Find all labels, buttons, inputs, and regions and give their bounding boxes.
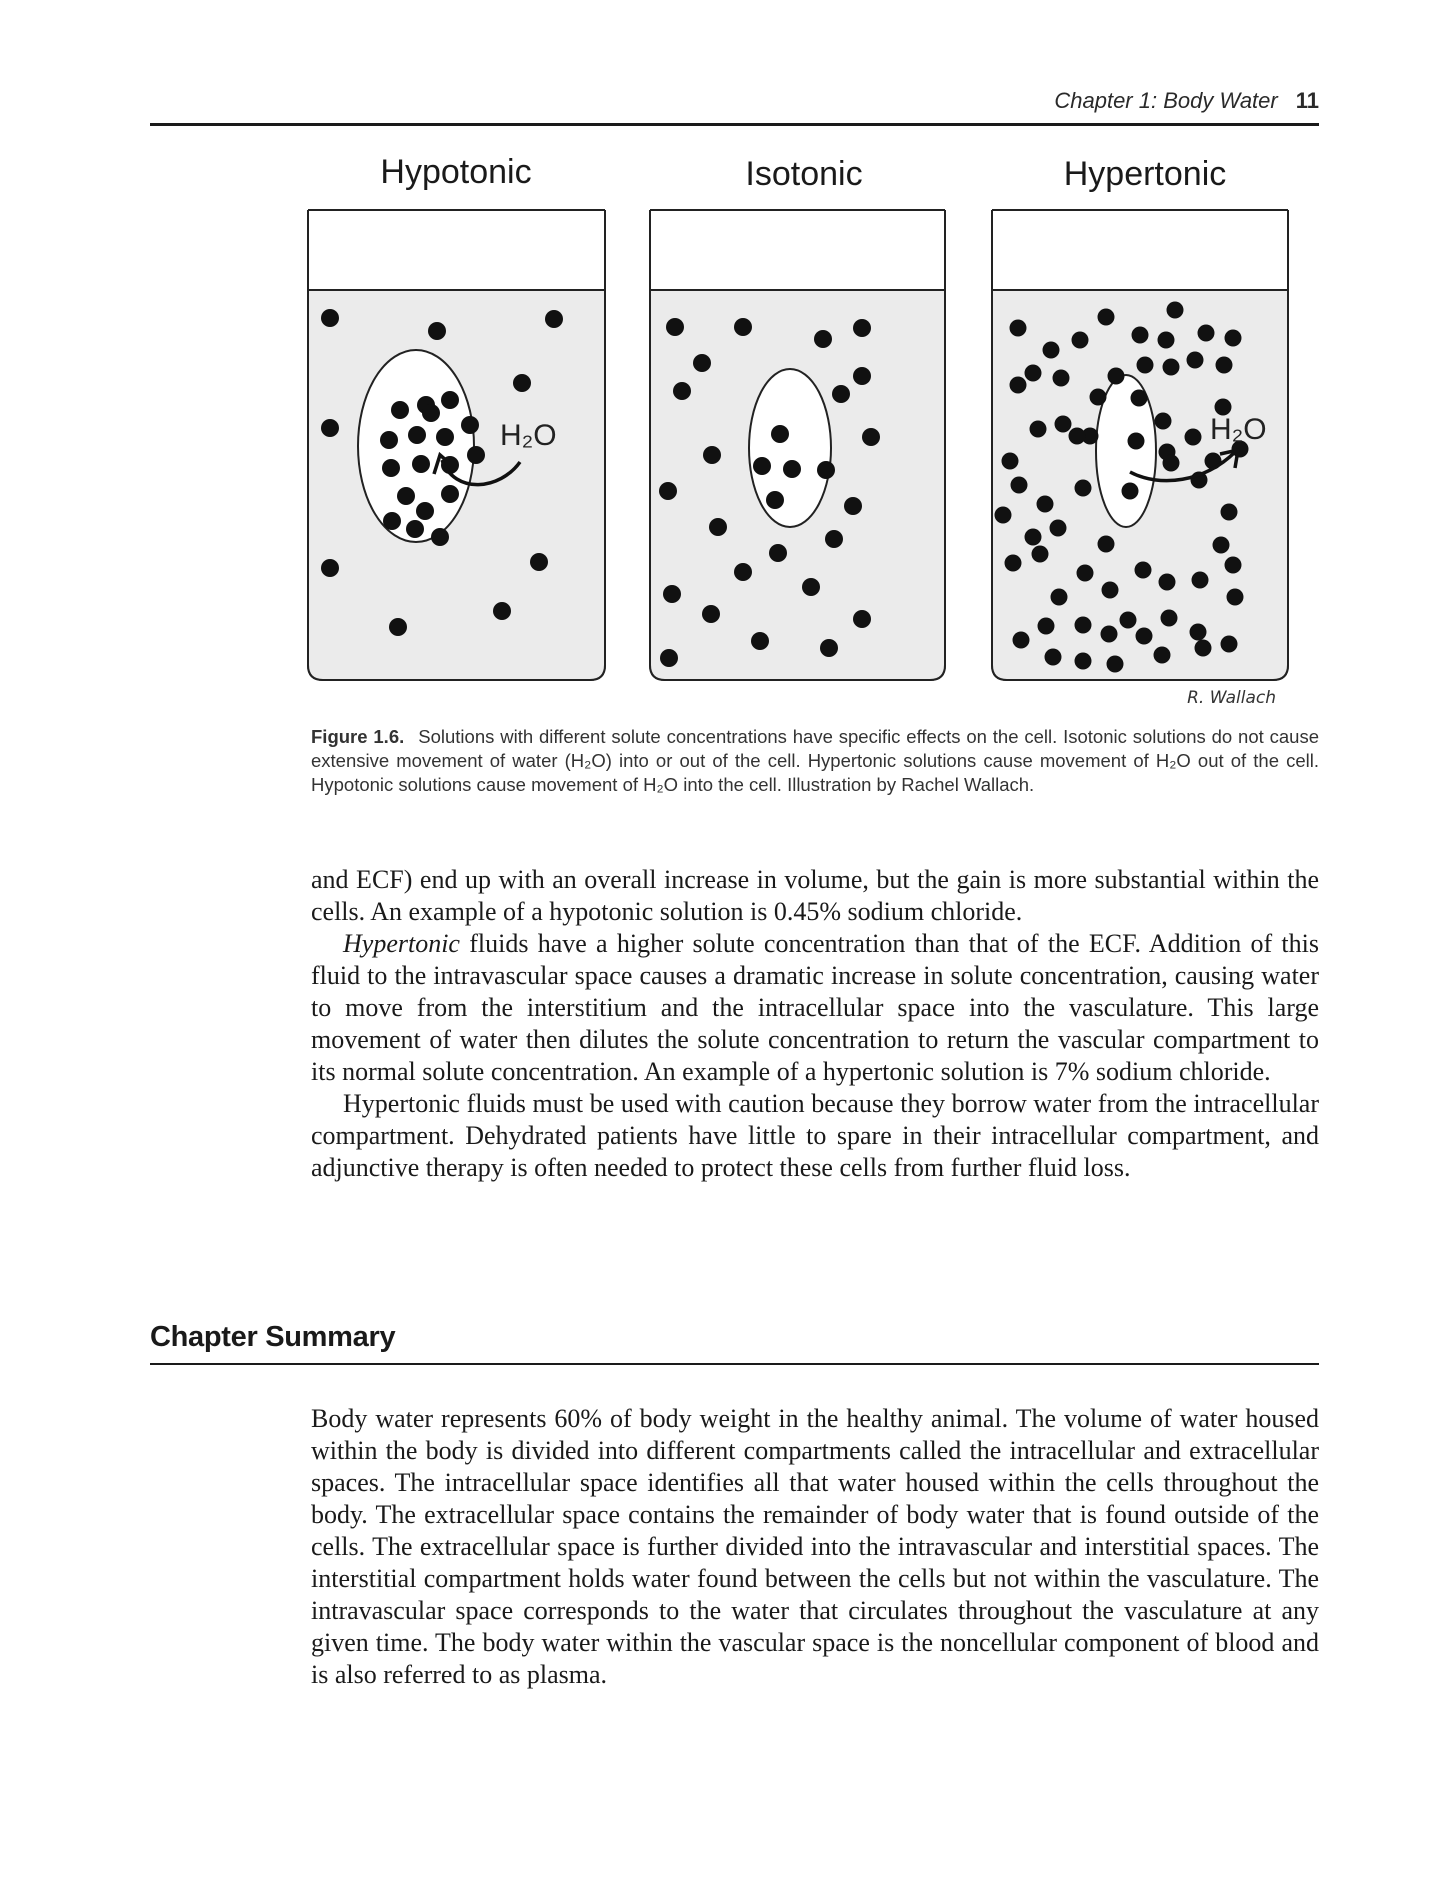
running-head [1054,88,1319,114]
solute-particle [1010,320,1027,337]
solute-particle [734,563,752,581]
solute-particle [513,374,531,392]
solute-particle [1161,610,1178,627]
solute-particle [1221,504,1238,521]
solute-particle [1098,309,1115,326]
solute-particle [1128,433,1145,450]
solute-particle [673,382,691,400]
summary-paragraph: Body water represents 60% of body weight in the healthy animal. The volume of water housed within the body is divided into different compartments called the intracellular and extracellular spaces. The intracellular space identifies all that water housed within the cells throughout the body. The extracellular space contains the remainder of body water that is found outside of the cells. The extracellular space is further divided into the intravascular and interstitial spaces. The interstitial compartment holds water found between the cells but not within the vasculature. The intravascular space corresponds to the water that circulates throughout the vasculature at any given time. The body water within the vascular space is the noncellular component of blood and is also referred to as plasma. [311,1404,1319,1689]
solute-particle [1045,649,1062,666]
solute-particle [853,367,871,385]
solute-particle [753,457,771,475]
paragraph-hypertonic-text: fluids have a higher solute concentration than that of the ECF. Addition of this fluid to the intravascular space causes a dramatic increase in solute concentration, causing water to move from the interstitium and the intracellular space into the vasculature. This large movement of water then dilutes the solute concentration to return the vascular compartment to its normal solute concentration. An example of a hypertonic solution is 7% sodium chloride. [311,929,1319,1086]
solute-particle [467,446,485,464]
solute-particle [702,605,720,623]
solute-particle [1101,626,1118,643]
solute-particle [1098,536,1115,553]
panel-title-hypertonic: Hypertonic [1063,155,1227,193]
solute-particle [844,497,862,515]
solute-particle [802,578,820,596]
solute-particle [389,618,407,636]
solute-particle [766,491,784,509]
solute-particle [1043,342,1060,359]
solute-particle [1013,632,1030,649]
solute-particle [1167,302,1184,319]
solute-particle [380,431,398,449]
solute-particle [1198,325,1215,342]
solute-particle [1025,529,1042,546]
solute-particle [436,428,454,446]
solute-particle [1120,612,1137,629]
solute-particle [1132,327,1149,344]
solute-particle [751,632,769,650]
paragraph-caution: Hypertonic fluids must be used with caution because they borrow water from the intracellular compartment. Dehydrated patients have little to spare in their intracellular compartment, and adjunctive therapy is often needed to protect these cells from further fluid loss. [311,1089,1319,1182]
beaker-hypotonic [308,210,605,680]
solute-particle [1137,357,1154,374]
solute-particle [321,309,339,327]
solute-particle [1122,483,1139,500]
solute-particle [530,553,548,571]
solute-particle [1010,377,1027,394]
solute-particle [832,385,850,403]
tonicity-illustration [300,150,1320,710]
solute-particle [1192,572,1209,589]
solute-particle [666,318,684,336]
solute-particle [862,428,880,446]
figure-label: Figure 1.6. [311,726,405,747]
header-rule [150,123,1319,126]
solute-particle [1163,455,1180,472]
solute-particle [660,649,678,667]
caption-text: Solutions with different solute concentrations have specific effects on the cell. Isotonic solutions do not cause extensive movement of water (H₂O) into or out of the cell. Hypertonic solutions cause movement of H₂O out of the cell. Hypotonic solutions cause movement of H₂O into the cell. Illustration by Rachel Wallach. [311,726,1319,795]
cell-swollen [358,350,474,542]
solute-particle [1102,582,1119,599]
solute-particle [545,310,563,328]
solute-particle [1005,555,1022,572]
solute-particle [1213,537,1230,554]
solute-particle [1154,647,1171,664]
solute-particle [817,461,835,479]
page-number: 11 [1295,88,1319,113]
solute-particle [1225,557,1242,574]
solute-particle [1037,496,1054,513]
solute-particle [1221,636,1238,653]
solute-particle [406,520,424,538]
solute-particle [382,459,400,477]
solute-particle [659,482,677,500]
solute-particle [1011,477,1028,494]
solute-particle [1072,332,1089,349]
solute-particle [1107,656,1124,673]
paragraph-hypertonic [311,928,1319,1088]
solute-particle [1050,520,1067,537]
solute-particle [428,322,446,340]
beaker-hypertonic [992,210,1288,680]
panel-title-hypotonic: Hypotonic [380,153,532,191]
solute-particle [493,602,511,620]
solute-particle [1155,413,1172,430]
solute-particle [441,485,459,503]
solute-particle [408,426,426,444]
solute-particle [693,354,711,372]
solute-particle [820,639,838,657]
solute-particle [321,559,339,577]
solute-particle [397,487,415,505]
solute-particle [703,446,721,464]
panel-title-isotonic: Isotonic [745,155,863,193]
figure-tonicity [300,150,1320,710]
solute-particle [1030,421,1047,438]
solute-particle [1225,330,1242,347]
solute-particle [1002,453,1019,470]
solute-particle [783,460,801,478]
solute-particle [1216,357,1233,374]
solute-particle [853,610,871,628]
beaker-isotonic [650,210,945,680]
solute-particle [461,416,479,434]
solute-particle [1227,589,1244,606]
body-text [311,864,1319,1184]
solute-particle [391,401,409,419]
solute-particle [1075,480,1092,497]
solute-particle [1038,618,1055,635]
solute-particle [769,544,787,562]
solute-particle [771,425,789,443]
solute-particle [383,512,401,530]
solute-particle [814,330,832,348]
water-label-hypotonic: H₂O [500,419,557,452]
solute-particle [995,507,1012,524]
water-label-hypertonic: H₂O [1210,413,1267,446]
solute-particle [1077,565,1094,582]
solute-particle [1158,332,1175,349]
term-hypertonic: Hypertonic [343,929,460,958]
solute-particle [1190,624,1207,641]
section-heading-chapter-summary: Chapter Summary [150,1321,396,1353]
solute-particle [441,391,459,409]
solute-particle [1032,546,1049,563]
solute-particle [1055,416,1072,433]
section-rule [150,1363,1319,1365]
solute-particle [1051,589,1068,606]
solute-particle [709,518,727,536]
solute-particle [1187,352,1204,369]
solute-particle [1185,429,1202,446]
solute-particle [1090,389,1107,406]
solute-particle [1131,390,1148,407]
solute-particle [825,530,843,548]
solute-particle [1163,359,1180,376]
solute-particle [1053,370,1070,387]
solute-particle [431,528,449,546]
cell-normal [749,369,831,527]
solute-particle [1069,428,1086,445]
solute-particle [1195,640,1212,657]
running-title: Chapter 1: Body Water [1054,88,1278,113]
solute-particle [663,585,681,603]
solute-particle [1075,653,1092,670]
solute-particle [1108,368,1125,385]
paragraph-hypotonic-end: and ECF) end up with an overall increase in volume, but the gain is more substantial within the cells. An example of a hypotonic solution is 0.45% sodium chloride. [311,865,1319,926]
solute-particle [321,419,339,437]
solute-particle [1159,574,1176,591]
figure-caption [311,725,1319,797]
solute-particle [416,502,434,520]
solute-particle [734,318,752,336]
solute-particle [422,404,440,422]
illustrator-signature: R. Wallach [1187,688,1276,708]
solute-particle [1135,562,1152,579]
solute-particle [853,319,871,337]
solute-particle [1075,617,1092,634]
solute-particle [412,455,430,473]
solute-particle [1025,365,1042,382]
solute-particle [1136,628,1153,645]
summary-text [311,1403,1319,1691]
